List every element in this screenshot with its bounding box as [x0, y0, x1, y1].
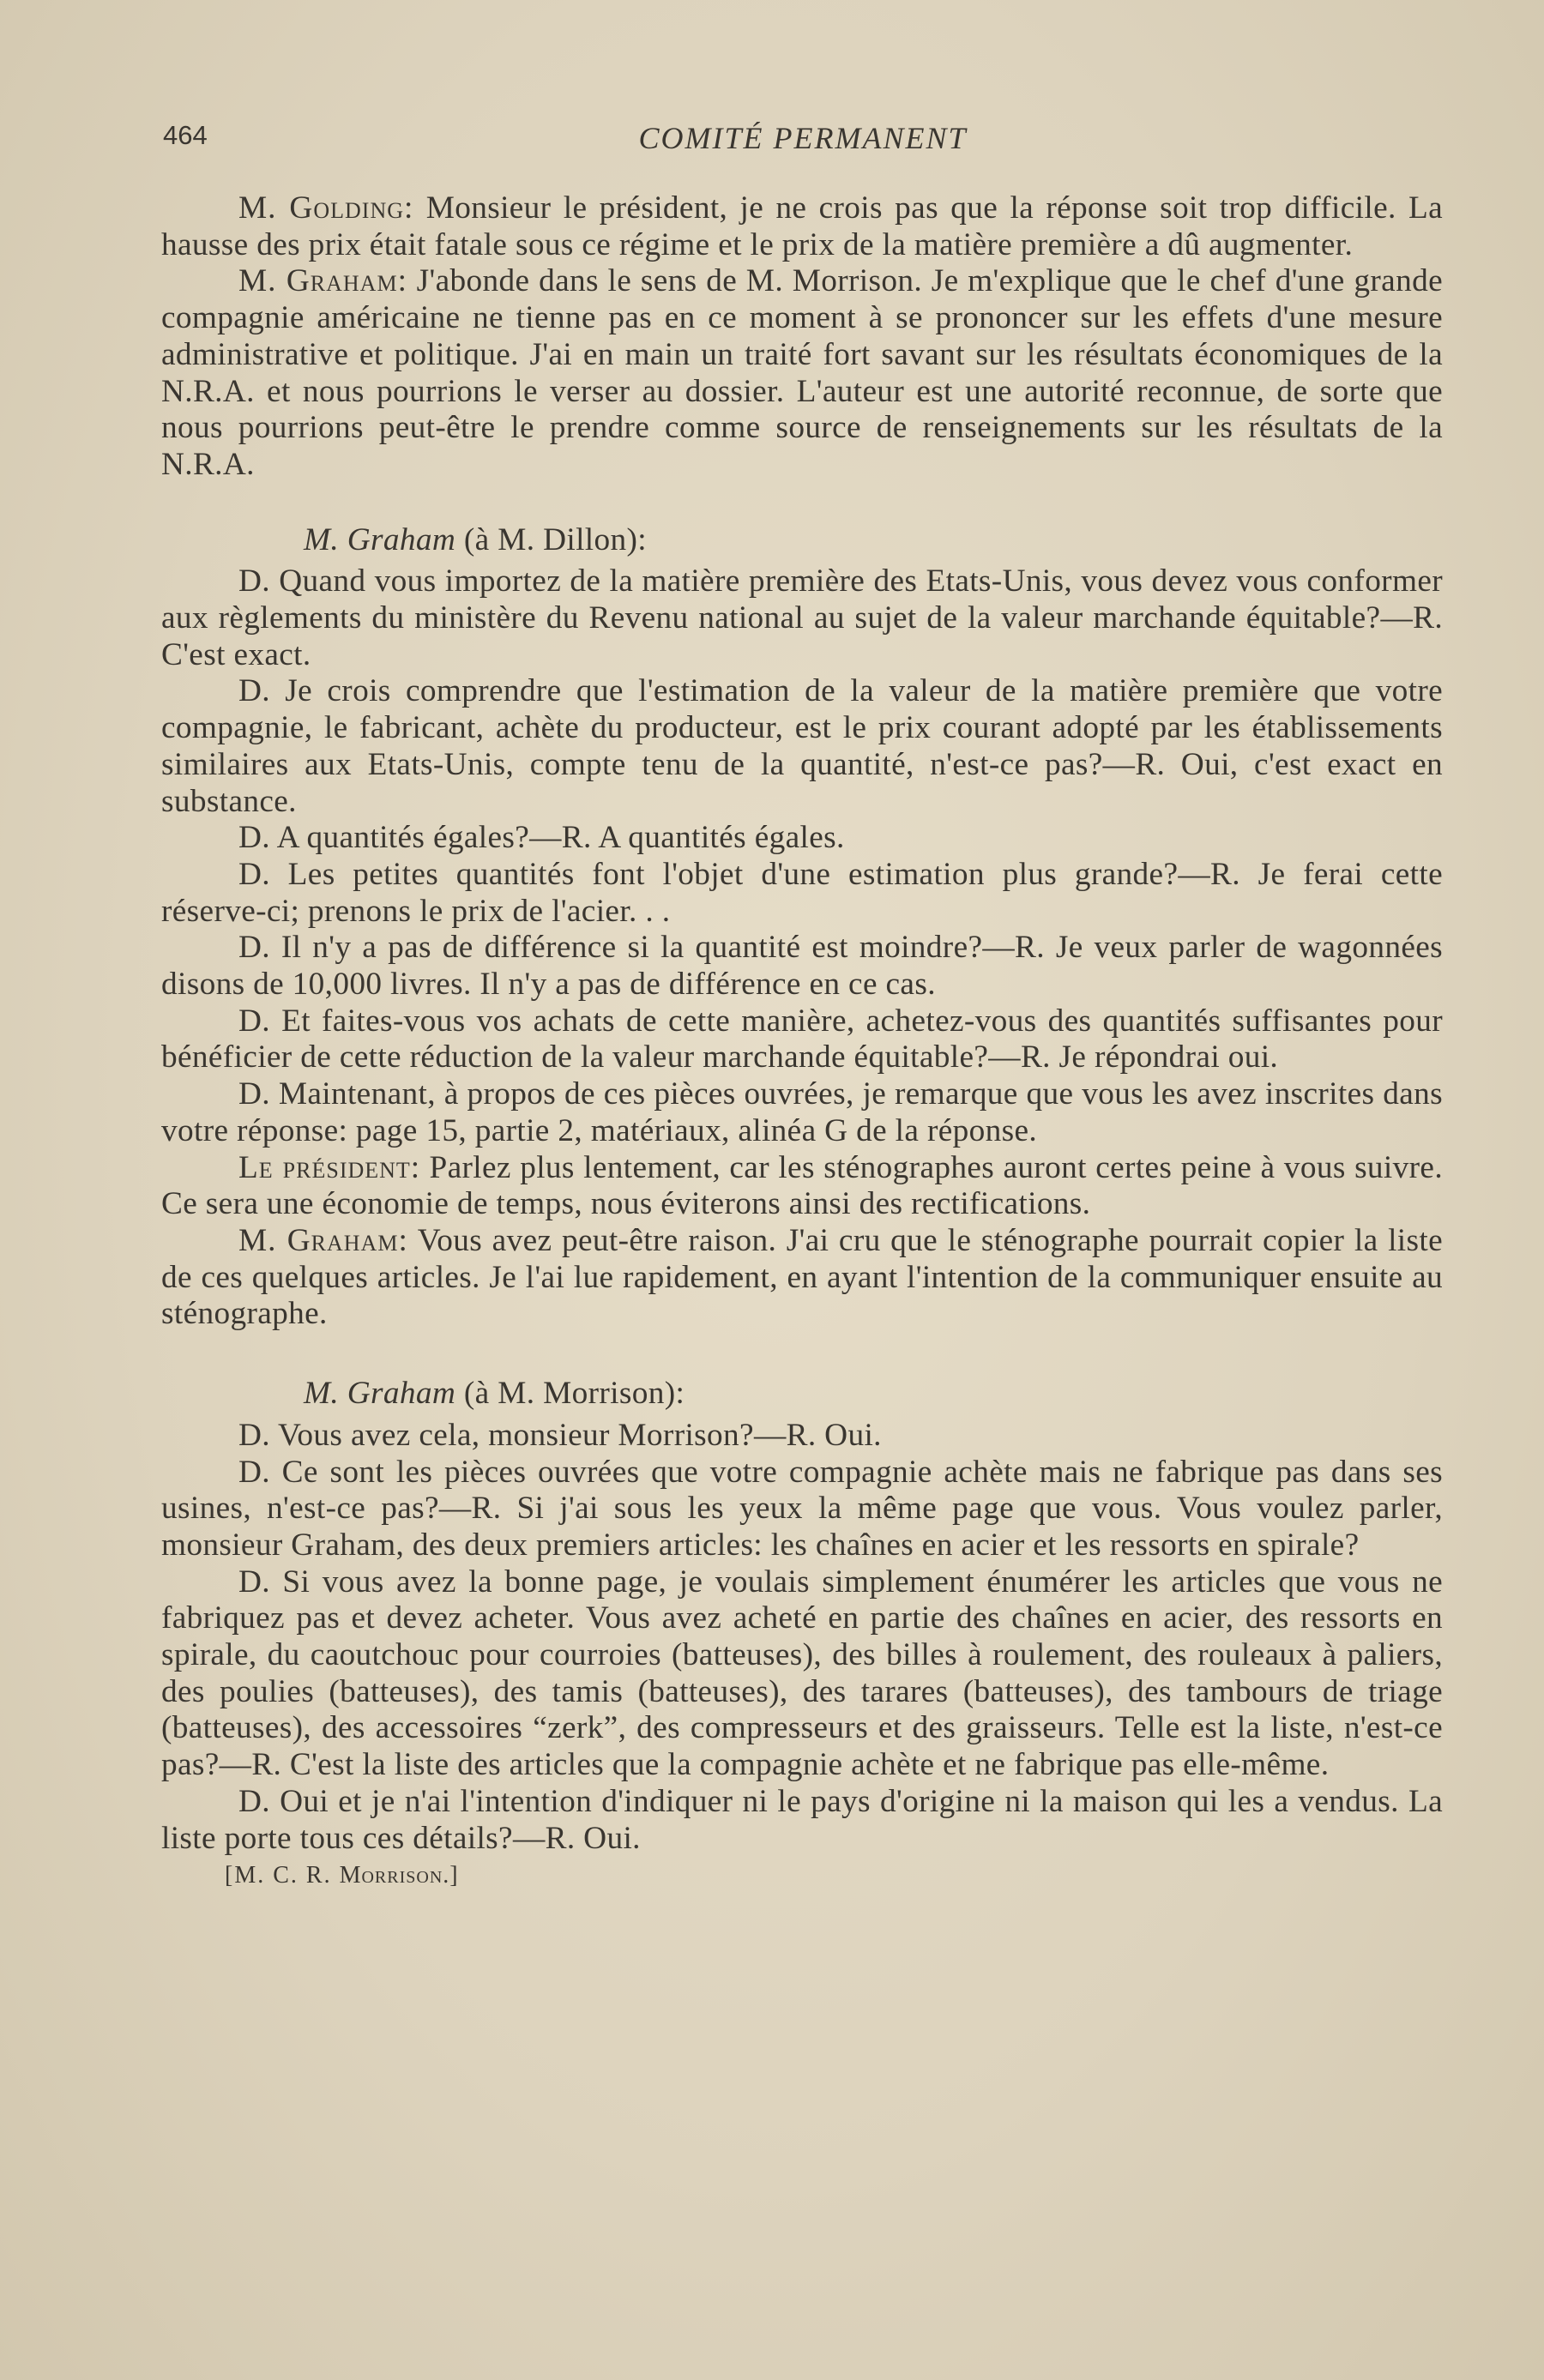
qa-paragraph — [161, 857, 1443, 930]
witness-prefix: [M. C. R. — [225, 1862, 340, 1889]
examiner-name: M. Graham — [304, 1376, 456, 1412]
paragraph-text: D. Vous avez cela, monsieur Morrison?—R. Oui. — [238, 1417, 882, 1453]
qa-paragraph — [161, 1003, 1443, 1076]
paragraph-text: D. Maintenant, à propos de ces pièces ouvrées, je remarque que vous les avez inscrites dans votre réponse: page 15, partie 2, matériaux, alinéa G de la réponse. — [161, 1076, 1443, 1148]
section-heading-morrison — [161, 1376, 1443, 1413]
qa-paragraph — [161, 930, 1443, 1003]
paragraph-text: Vous avez peut-être raison. J'ai cru que le sténographe pourrait copier la liste de ces quelques articles. Je l'ai lue rapidement, en ayant l'intention de la communiquer ensuite au sténographe. — [161, 1222, 1443, 1332]
paragraph-text: D. Et faites-vous vos achats de cette manière, achetez-vous des quantités suffisantes pour bénéficier de cette réduction de la valeur marchande équitable?—R. Je répondrai oui. — [161, 1003, 1443, 1076]
paragraph-text: D. Oui et je n'ai l'intention d'indiquer ni le pays d'origine ni la maison qui les a vendus. La liste porte tous ces détails?—R. Oui. — [161, 1783, 1443, 1856]
qa-paragraph — [161, 1564, 1443, 1784]
paragraph-text: Parlez plus lentement, car les sténographes auront certes peine à vous suivre. Ce sera une économie de temps, nous éviterons ainsi des rectifications. — [161, 1149, 1443, 1222]
paragraph-text: J'abonde dans le sens de M. Morrison. Je m'explique que le chef d'une grande compagnie américaine ne tienne pas en ce moment à se prononcer sur les effets d'une mesure administrative et politique. J'ai en main un traité fort savant sur les résultats économiques de la N.R.A. et nous pourrions le verser au dossier. L'auteur est une autorité reconnue, de sorte que nous pourrions peut-être le prendre comme source de renseignements sur les résultats de la N.R.A. — [161, 263, 1443, 482]
speaker-name: M. Graham: — [238, 263, 407, 299]
paragraph-text: D. Ce sont les pièces ouvrées que votre compagnie achète mais ne fabrique pas dans ses usines, n'est-ce pas?—R. Si j'ai sous les yeux la même page que vous. Vous voulez parler, monsieur Graham, des deux premiers articles: les chaînes en acier et les ressorts en spirale? — [161, 1454, 1443, 1563]
section-heading-rest: (à M. Morrison): — [455, 1376, 685, 1412]
witness-attribution — [225, 1860, 1443, 1891]
speaker-name: M. Golding: — [238, 190, 414, 226]
section-heading-dillon — [161, 522, 1443, 559]
paragraph-text: D. Si vous avez la bonne page, je voulais simplement énumérer les articles que vous ne fabriquez pas et devez acheter. Vous avez acheté en partie des chaînes en acier, des ressorts en spirale, du caoutchouc pour courroies (batteuses), des billes à roulement, des rouleaux à paliers, des poulies (batteuses), des tamis (batteuses), des tarares (batteuses), des tambours de triage (batteuses), des accessoires “zerk”, des compresseurs et des graisseurs. Telle est la liste, n'est-ce pas?—R. C'est la liste des articles que la compagnie achète et ne fabrique pas elle-même. — [161, 1564, 1443, 1783]
qa-paragraph — [161, 1784, 1443, 1857]
paragraph-golding — [161, 190, 1443, 263]
qa-paragraph — [161, 563, 1443, 673]
paragraph-graham — [161, 263, 1443, 483]
qa-paragraph — [161, 1418, 1443, 1455]
paragraph-graham — [161, 1223, 1443, 1333]
qa-paragraph — [161, 1455, 1443, 1564]
speaker-name: M. Graham: — [238, 1222, 408, 1258]
paragraph-text: D. Il n'y a pas de différence si la quantité est moindre?—R. Je veux parler de wagonnées disons de 10,000 livres. Il n'y a pas de différence en ce cas. — [161, 930, 1443, 1003]
page-body — [161, 190, 1443, 1891]
qa-paragraph — [161, 820, 1443, 857]
running-title: COMITÉ PERMANENT — [638, 121, 968, 155]
page-number: 464 — [163, 120, 208, 150]
paragraph-text: D. Les petites quantités font l'objet d'une estimation plus grande?—R. Je ferai cette réserve-ci; prenons le prix de l'acier. . . — [161, 856, 1443, 929]
qa-paragraph — [161, 673, 1443, 820]
paragraph-text: D. Je crois comprendre que l'estimation de la valeur de la matière première que votre compagnie, le fabricant, achète du producteur, est le prix courant adopté par les établissements similaires aux Etats-Unis, compte tenu de la quantité, n'est-ce pas?—R. Oui, c'est exact en substance. — [161, 673, 1443, 819]
examiner-name: M. Graham — [304, 521, 456, 557]
qa-paragraph — [161, 1076, 1443, 1149]
paragraph-text: D. Quand vous importez de la matière première des Etats-Unis, vous devez vous conformer aux règlements du ministère du Revenu national au sujet de la valeur marchande équitable?—R. C'est exact. — [161, 563, 1443, 672]
paragraph-text: Monsieur le président, je ne crois pas que la réponse soit trop difficile. La hausse des prix était fatale sous ce régime et le prix de la matière première a dû augmenter. — [161, 190, 1443, 262]
page-header — [163, 120, 1443, 163]
witness-suffix: ] — [449, 1862, 460, 1889]
speaker-name: Le président: — [238, 1149, 421, 1185]
paragraph-text: D. A quantités égales?—R. A quantités égales. — [238, 820, 845, 856]
section-heading-rest: (à M. Dillon): — [455, 521, 647, 557]
paragraph-president — [161, 1150, 1443, 1223]
witness-name: Morrison. — [339, 1862, 450, 1889]
